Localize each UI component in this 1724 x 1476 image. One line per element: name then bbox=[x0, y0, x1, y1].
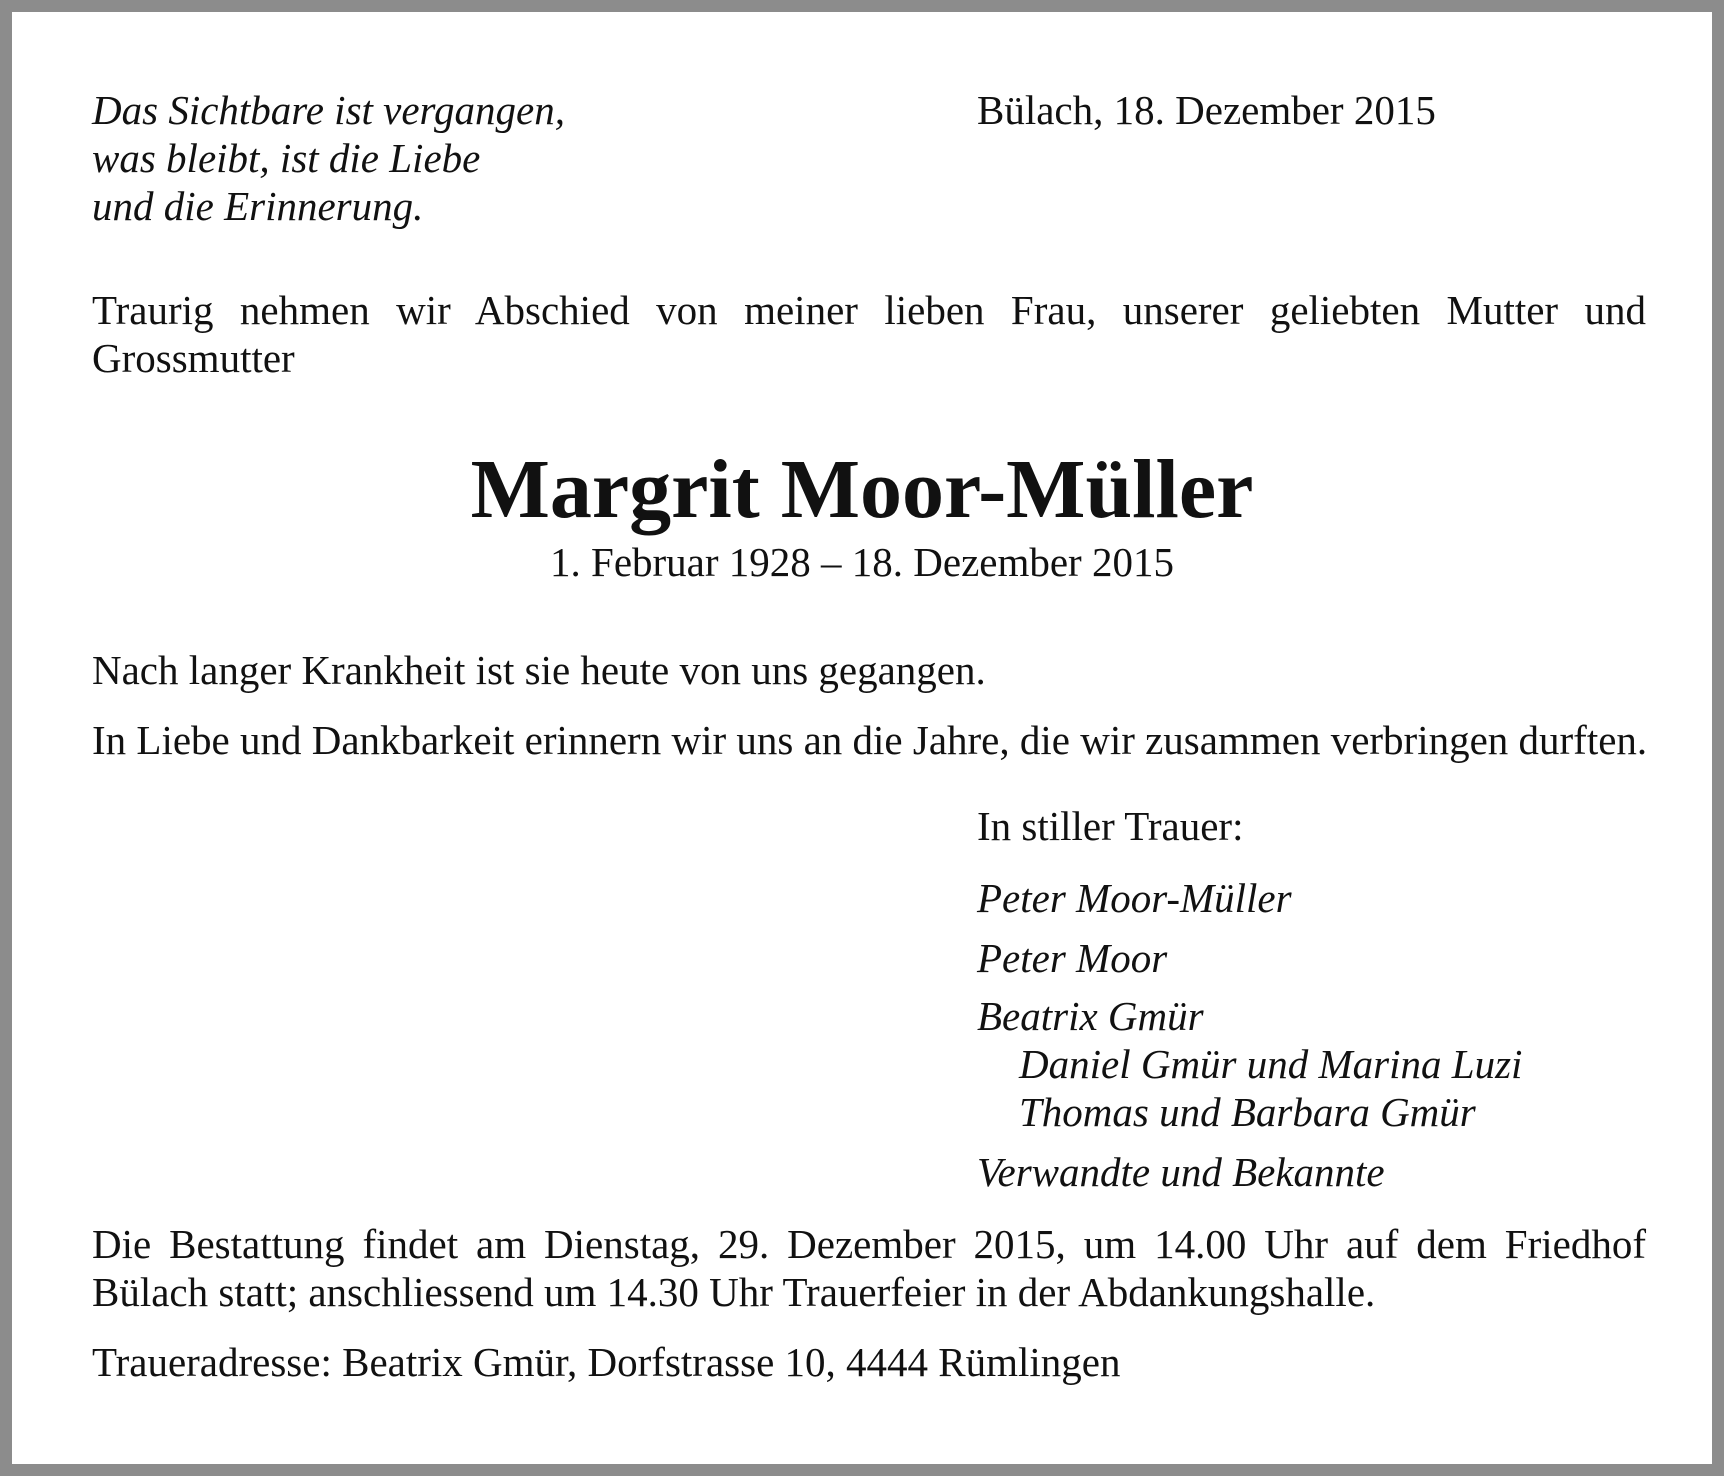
deceased-name: Margrit Moor-Müller bbox=[470, 443, 1254, 536]
mourner-name: Beatrix Gmür bbox=[977, 993, 1204, 1039]
mourner-name: Daniel Gmür und Marina Luzi bbox=[1019, 1041, 1523, 1087]
quote-line: Das Sichtbare ist vergangen, bbox=[92, 87, 565, 133]
funeral-line: Die Bestattung findet am Dienstag, 29. Dezember 2015, um 14.00 Uhr auf dem Friedhof bbox=[92, 1221, 1646, 1267]
intro-line: Traurig nehmen wir Abschied von meiner lieben Frau, unserer geliebten Mutter und bbox=[92, 287, 1646, 333]
mourners-label: In stiller Trauer: bbox=[977, 803, 1244, 849]
mourner-name: Peter Moor-Müller bbox=[977, 875, 1292, 921]
obituary-page bbox=[12, 12, 1712, 1464]
place-date: Bülach, 18. Dezember 2015 bbox=[977, 87, 1436, 133]
gratitude-paragraph: In Liebe und Dankbarkeit erinnern wir uns an die Jahre, die wir zusammen verbringen durften. bbox=[92, 717, 1648, 763]
intro-line: Grossmutter bbox=[92, 335, 295, 381]
quote-line: und die Erinnerung. bbox=[92, 183, 424, 229]
mourner-name: Thomas und Barbara Gmür bbox=[1019, 1089, 1476, 1135]
mourner-name: Verwandte und Bekannte bbox=[977, 1149, 1385, 1195]
illness-paragraph: Nach langer Krankheit ist sie heute von uns gegangen. bbox=[92, 647, 986, 693]
mourning-address: Traueradresse: Beatrix Gmür, Dorfstrasse 10, 4444 Rümlingen bbox=[92, 1339, 1121, 1385]
funeral-paragraph bbox=[92, 1220, 1646, 1316]
intro-paragraph bbox=[92, 286, 1646, 382]
mourner-name: Peter Moor bbox=[977, 935, 1168, 981]
quote-line: was bleibt, ist die Liebe bbox=[92, 135, 481, 181]
memorial-quote bbox=[92, 86, 565, 230]
life-dates: 1. Februar 1928 – 18. Dezember 2015 bbox=[550, 539, 1174, 585]
funeral-line: Bülach statt; anschliessend um 14.30 Uhr Trauerfeier in der Abdankungshalle. bbox=[92, 1269, 1376, 1315]
